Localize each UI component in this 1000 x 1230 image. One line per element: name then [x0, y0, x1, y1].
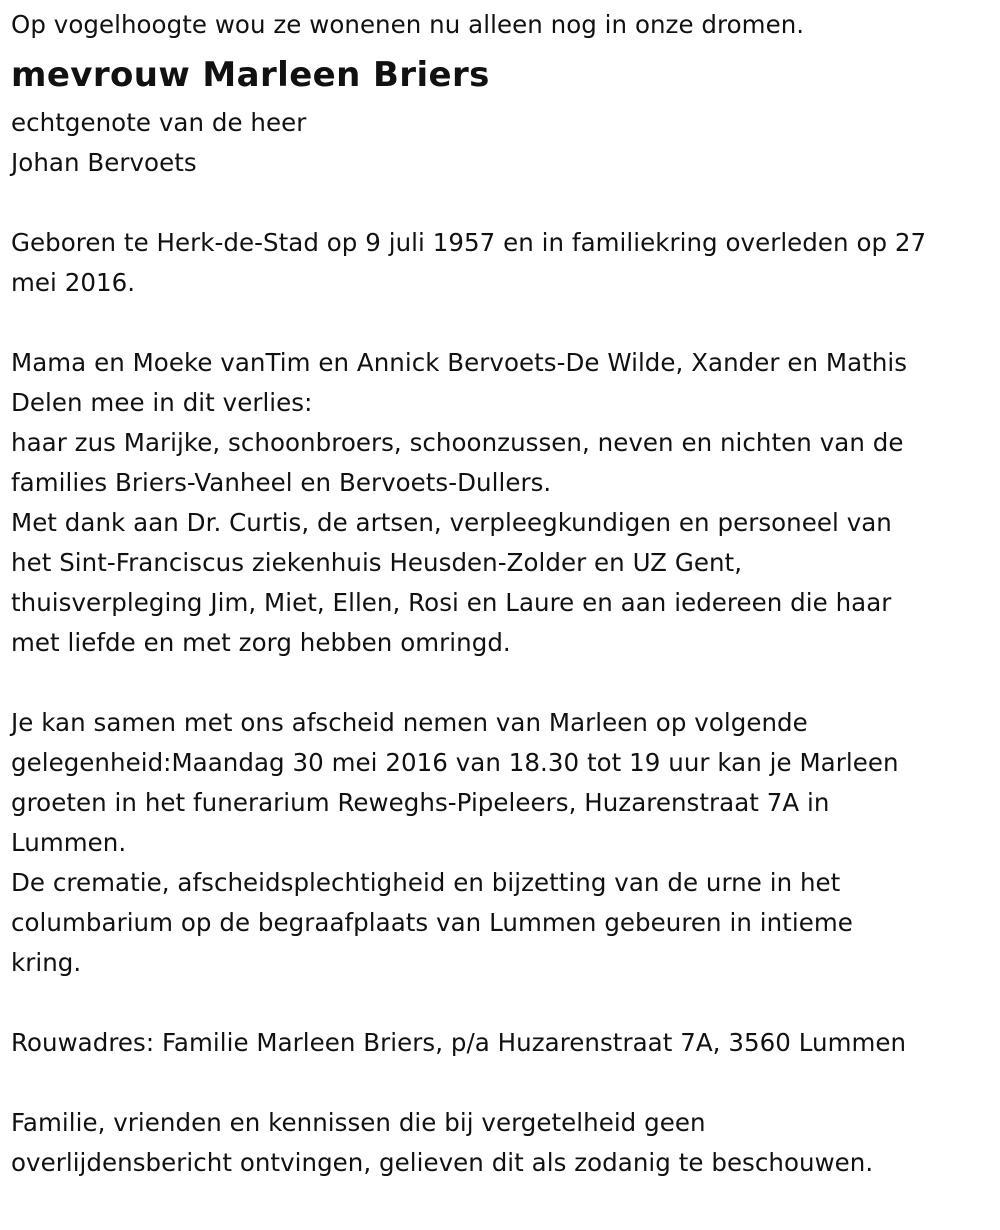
- spacer: [11, 303, 991, 343]
- family-line: het Sint-Franciscus ziekenhuis Heusden-Zolder en UZ Gent,: [11, 548, 743, 577]
- farewell-line: columbarium op de begraafplaats van Lummen gebeuren in intieme: [11, 908, 853, 937]
- farewell-line: Je kan samen met ons afscheid nemen van Marleen op volgende: [11, 708, 808, 737]
- deceased-name: mevrouw Marleen Briers: [11, 55, 490, 95]
- closing-line: overlijdensbericht ontvingen, gelieven dit als zodanig te beschouwen.: [11, 1148, 874, 1177]
- family-line: families Briers-Vanheel en Bervoets-Dullers.: [11, 468, 552, 497]
- family-line: met liefde en met zorg hebben omringd.: [11, 628, 511, 657]
- birth-death-block: [11, 223, 991, 303]
- birth-death-line: mei 2016.: [11, 268, 136, 297]
- spacer: [11, 983, 991, 1023]
- family-line: Mama en Moeke vanTim en Annick Bervoets-De Wilde, Xander en Mathis: [11, 348, 908, 377]
- spacer: [11, 663, 991, 703]
- closing-line: Familie, vrienden en kennissen die bij vergetelheid geen: [11, 1108, 706, 1137]
- family-line: thuisverpleging Jim, Miet, Ellen, Rosi en Laure en aan iedereen die haar: [11, 588, 892, 617]
- farewell-block: [11, 703, 991, 983]
- farewell-line: groeten in het funerarium Reweghs-Pipeleers, Huzarenstraat 7A in: [11, 788, 830, 817]
- spouse-block: [11, 103, 991, 183]
- spouse-line: Johan Bervoets: [11, 148, 197, 177]
- farewell-line: Lummen.: [11, 828, 127, 857]
- motto-text: Op vogelhoogte wou ze wonenen nu alleen nog in onze dromen.: [11, 10, 805, 39]
- farewell-line: De crematie, afscheidsplechtigheid en bijzetting van de urne in het: [11, 868, 841, 897]
- family-block: [11, 343, 991, 663]
- family-line: Delen mee in dit verlies:: [11, 388, 313, 417]
- spouse-line: echtgenote van de heer: [11, 108, 307, 137]
- mourning-address: Rouwadres: Familie Marleen Briers, p/a Huzarenstraat 7A, 3560 Lummen: [11, 1028, 907, 1057]
- family-line: Met dank aan Dr. Curtis, de artsen, verpleegkundigen en personeel van: [11, 508, 892, 537]
- birth-death-line: Geboren te Herk-de-Stad op 9 juli 1957 en in familiekring overleden op 27: [11, 228, 927, 257]
- title-block: [11, 45, 991, 103]
- farewell-line: kring.: [11, 948, 82, 977]
- spacer: [11, 183, 991, 223]
- family-line: haar zus Marijke, schoonbroers, schoonzussen, neven en nichten van de: [11, 428, 904, 457]
- farewell-line: gelegenheid:Maandag 30 mei 2016 van 18.30 tot 19 uur kan je Marleen: [11, 748, 899, 777]
- closing-block: [11, 1103, 991, 1183]
- spacer: [11, 1063, 991, 1103]
- obituary-document: [11, 0, 991, 1183]
